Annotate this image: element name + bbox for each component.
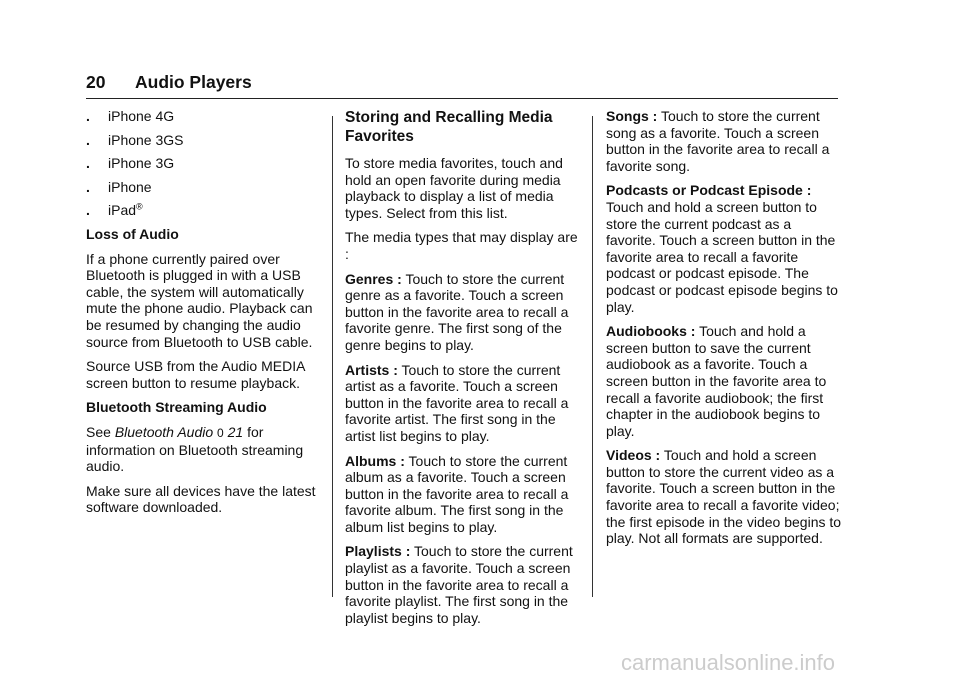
- list-item-text: iPhone 3G: [108, 155, 175, 172]
- artists-text: Touch to store the current artist as a favorite. Touch a screen button in the favorite area to recall a favorite artist. The first song in the artist list begins to play.: [345, 361, 569, 444]
- page-header: [86, 72, 838, 99]
- songs-text: Touch to store the current song as a favorite. Touch a screen button in the favorite area to recall a favorite song.: [606, 108, 830, 174]
- media-types-intro: The media types that may display are :: [345, 229, 578, 262]
- songs-entry: [606, 108, 842, 174]
- update-software-paragraph: Make sure all devices have the latest software downloaded.: [86, 482, 316, 516]
- list-item-text: iPhone 3GS: [108, 131, 184, 148]
- albums-text: Touch to store the current album as a favorite. Touch a screen button in the favorite area to recall a favorite album. The first song in the album list begins to play.: [345, 452, 569, 535]
- videos-label: Videos :: [606, 447, 661, 464]
- see-prefix: See: [86, 423, 115, 440]
- audiobooks-entry: [606, 323, 842, 439]
- artists-entry: [345, 362, 581, 445]
- bullet-dot: .: [86, 202, 90, 219]
- list-item-text: iPhone 4G: [108, 108, 175, 124]
- middle-column: [345, 108, 581, 634]
- artists-label: Artists :: [345, 361, 398, 378]
- bullet-dot: .: [86, 108, 90, 124]
- albums-entry: [345, 453, 581, 536]
- playlists-text: Touch to store the current playlist as a favorite. Touch a screen button in the favorite area to recall a favorite playlist. The first song in the playlist begins to play.: [345, 543, 573, 626]
- bullet-dot: .: [86, 178, 90, 195]
- list-item-text: iPad: [108, 202, 137, 219]
- loss-of-audio-heading: Loss of Audio: [86, 225, 179, 242]
- left-column: [86, 108, 322, 524]
- favorites-heading: Storing and Recalling Media Favorites: [345, 109, 553, 145]
- registered-mark: ®: [136, 201, 143, 212]
- list-item: [86, 132, 322, 149]
- videos-text: Touch and hold a screen button to store the current video as a favorite. Touch a screen button in the favorite area to recall a favorite video; the first episode in the video begins to play. Not all formats are supported.: [606, 447, 842, 547]
- bullet-dot: .: [86, 155, 90, 172]
- page-number: 20: [86, 72, 106, 92]
- see-reference-paragraph: [86, 424, 322, 475]
- songs-label: Songs :: [606, 108, 658, 124]
- right-column: [606, 108, 842, 555]
- podcasts-text: Touch and hold a screen button to store the current podcast as a favorite. Touch a screen button in the favorite area to recall a favorite podcast or podcast episode. The podcast or podcast episode begins to play.: [606, 198, 838, 315]
- column-divider-1: [332, 116, 333, 597]
- bullet-dot: .: [86, 131, 90, 148]
- playlists-label: Playlists :: [345, 543, 411, 560]
- column-divider-2: [592, 116, 593, 597]
- list-item: [86, 202, 322, 219]
- podcasts-entry: [606, 182, 842, 315]
- see-suffix: for information on Bluetooth streaming audio.: [86, 423, 304, 475]
- cross-reference-page[interactable]: 21: [227, 423, 244, 440]
- list-item: [86, 155, 322, 172]
- watermark: carmanualsonline.info: [621, 650, 836, 675]
- genres-label: Genres :: [345, 270, 402, 287]
- audiobooks-label: Audiobooks :: [606, 323, 696, 340]
- list-item-text: iPhone: [108, 178, 152, 195]
- list-item: [86, 108, 322, 125]
- audiobooks-text: Touch and hold a screen button to save the current audiobook as a favorite. Touch a screen button in the favorite area to recall a favorite audiobook; the first chapter in the audiobook begins to play.: [606, 323, 827, 439]
- videos-entry: [606, 447, 842, 547]
- genres-entry: [345, 271, 581, 354]
- genres-text: Touch to store the current genre as a favorite. Touch a screen button in the favorite area to recall a favorite genre. The first song of the genre begins to play.: [345, 270, 569, 353]
- section-title: Audio Players: [135, 72, 252, 92]
- list-item: [86, 179, 322, 196]
- bluetooth-streaming-heading: Bluetooth Streaming Audio: [86, 399, 267, 416]
- cross-reference-link[interactable]: Bluetooth Audio: [114, 423, 214, 440]
- source-usb-paragraph: Source USB from the Audio MEDIA screen button to resume playback.: [86, 358, 305, 391]
- page-reference-arrow-icon: 0: [217, 425, 224, 440]
- loss-of-audio-paragraph: If a phone currently paired over Bluetooth is plugged in with a USB cable, the system will automatically mute the phone audio. Playback can be resumed by changing the audio source from Bluetooth to USB cable.: [86, 250, 313, 350]
- podcasts-label: Podcasts or Podcast Episode :: [606, 182, 812, 199]
- playlists-entry: [345, 543, 581, 626]
- albums-label: Albums :: [345, 452, 405, 469]
- favorites-intro: To store media favorites, touch and hold an open favorite during media playback to display a list of media types. Select from this list.: [345, 155, 563, 221]
